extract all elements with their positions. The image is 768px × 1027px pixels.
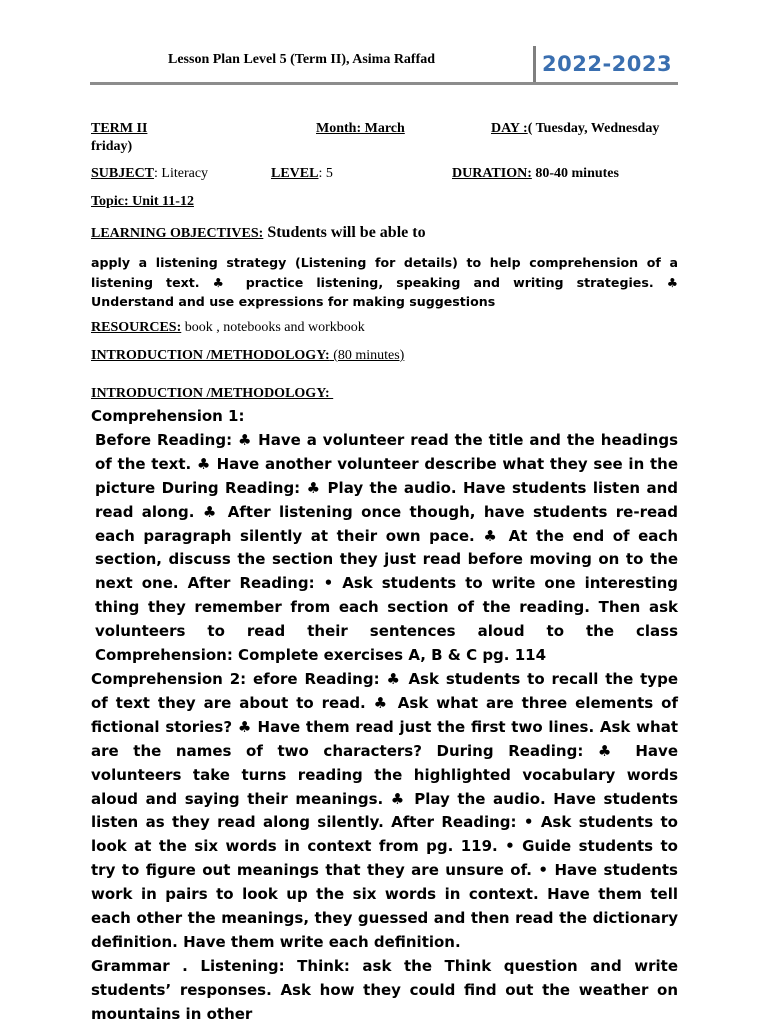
objectives-lead: Students will be able to: [263, 224, 426, 241]
level-value: : 5: [318, 166, 333, 181]
header-rule: [90, 82, 678, 85]
term-label: TERM II: [91, 121, 148, 136]
subject-label: SUBJECT: [91, 166, 155, 181]
comprehension-1-text: Before Reading: ♣ Have a volunteer read the title and the headings of the text. ♣ Have another volunteer describe what they see in the picture During Reading: ♣ Play the audio. Have students listen and read along. ♣ After listening once though, have students re-read each paragraph silently at their own pace. ♣ At the end of each section, discuss the section they just read before moving on to the next one. After Reading: • Ask students to write one interesting thing they remember from each section of the reading. Then ask volunteers to read their sentences aloud to the class Comprehension: Complete exercises A, B & C pg. 114: [95, 430, 678, 665]
topic: Topic: Unit 11-12: [91, 194, 194, 209]
header-year: 2022-2023: [542, 52, 673, 76]
introduction-heading-2: INTRODUCTION /METHODOLOGY:: [91, 386, 334, 401]
subject-value: : Literacy: [154, 166, 209, 181]
introduction-label: INTRODUCTION /METHODOLOGY:: [91, 348, 330, 363]
header-title: Lesson Plan Level 5 (Term II), Asima Raffad: [168, 52, 436, 67]
objectives-heading: [91, 224, 679, 242]
objectives-text: apply a listening strategy (Listening for details) to help comprehension of a listening text. ♣ practice listening, speaking and writing strategies. ♣ Understand and use expressions for making suggestions: [91, 255, 678, 309]
introduction-heading: [91, 348, 404, 364]
grammar-text: Grammar . Listening: Think: ask the Think question and write students’ responses. Ask how they could find out the weather on mountains in other: [91, 956, 678, 1023]
duration-field: [452, 166, 619, 182]
level-field: [271, 166, 333, 182]
introduction-duration: (80 minutes): [329, 348, 405, 363]
subject-field: [91, 166, 208, 182]
term-row: [91, 121, 679, 141]
duration-value: 80-40 minutes: [531, 166, 619, 181]
comprehension-2-text: Comprehension 2: efore Reading: ♣ Ask students to recall the type of text they are about to read. ♣ Ask what are three elements of fictional stories? ♣ Have them read just the first two lines. Ask what are the names of two characters? During Reading: ♣ Have volunteers take turns reading the highlighted vocabulary words aloud and saying their meanings. ♣ Play the audio. Have students listen as they read along silently. After Reading: • Ask students to look at the six words in context from pg. 119. • Guide students to try to figure out meanings that they are unsure of. • Have students work in pairs to look up the six words in context. Have them tell each other the meanings, they guessed and then read the dictionary definition. Have them write each definition.: [91, 669, 678, 951]
day-value: ( Tuesday, Wednesday: [527, 121, 660, 136]
resources: [91, 320, 365, 336]
comprehension-1-heading: Comprehension 1:: [91, 407, 245, 425]
duration-label: DURATION:: [452, 166, 532, 181]
resources-value: book , notebooks and workbook: [181, 320, 365, 335]
day-continuation: friday): [91, 139, 133, 154]
resources-label: RESOURCES:: [91, 320, 182, 335]
subject-row: [91, 166, 679, 186]
objectives-label: LEARNING OBJECTIVES:: [91, 226, 264, 241]
lesson-body: [91, 405, 678, 1027]
day-field: [491, 121, 659, 137]
day-label: DAY :: [491, 121, 528, 136]
month-label: Month: March: [316, 121, 405, 136]
level-label: LEVEL: [271, 166, 319, 181]
header-divider: [533, 46, 536, 84]
